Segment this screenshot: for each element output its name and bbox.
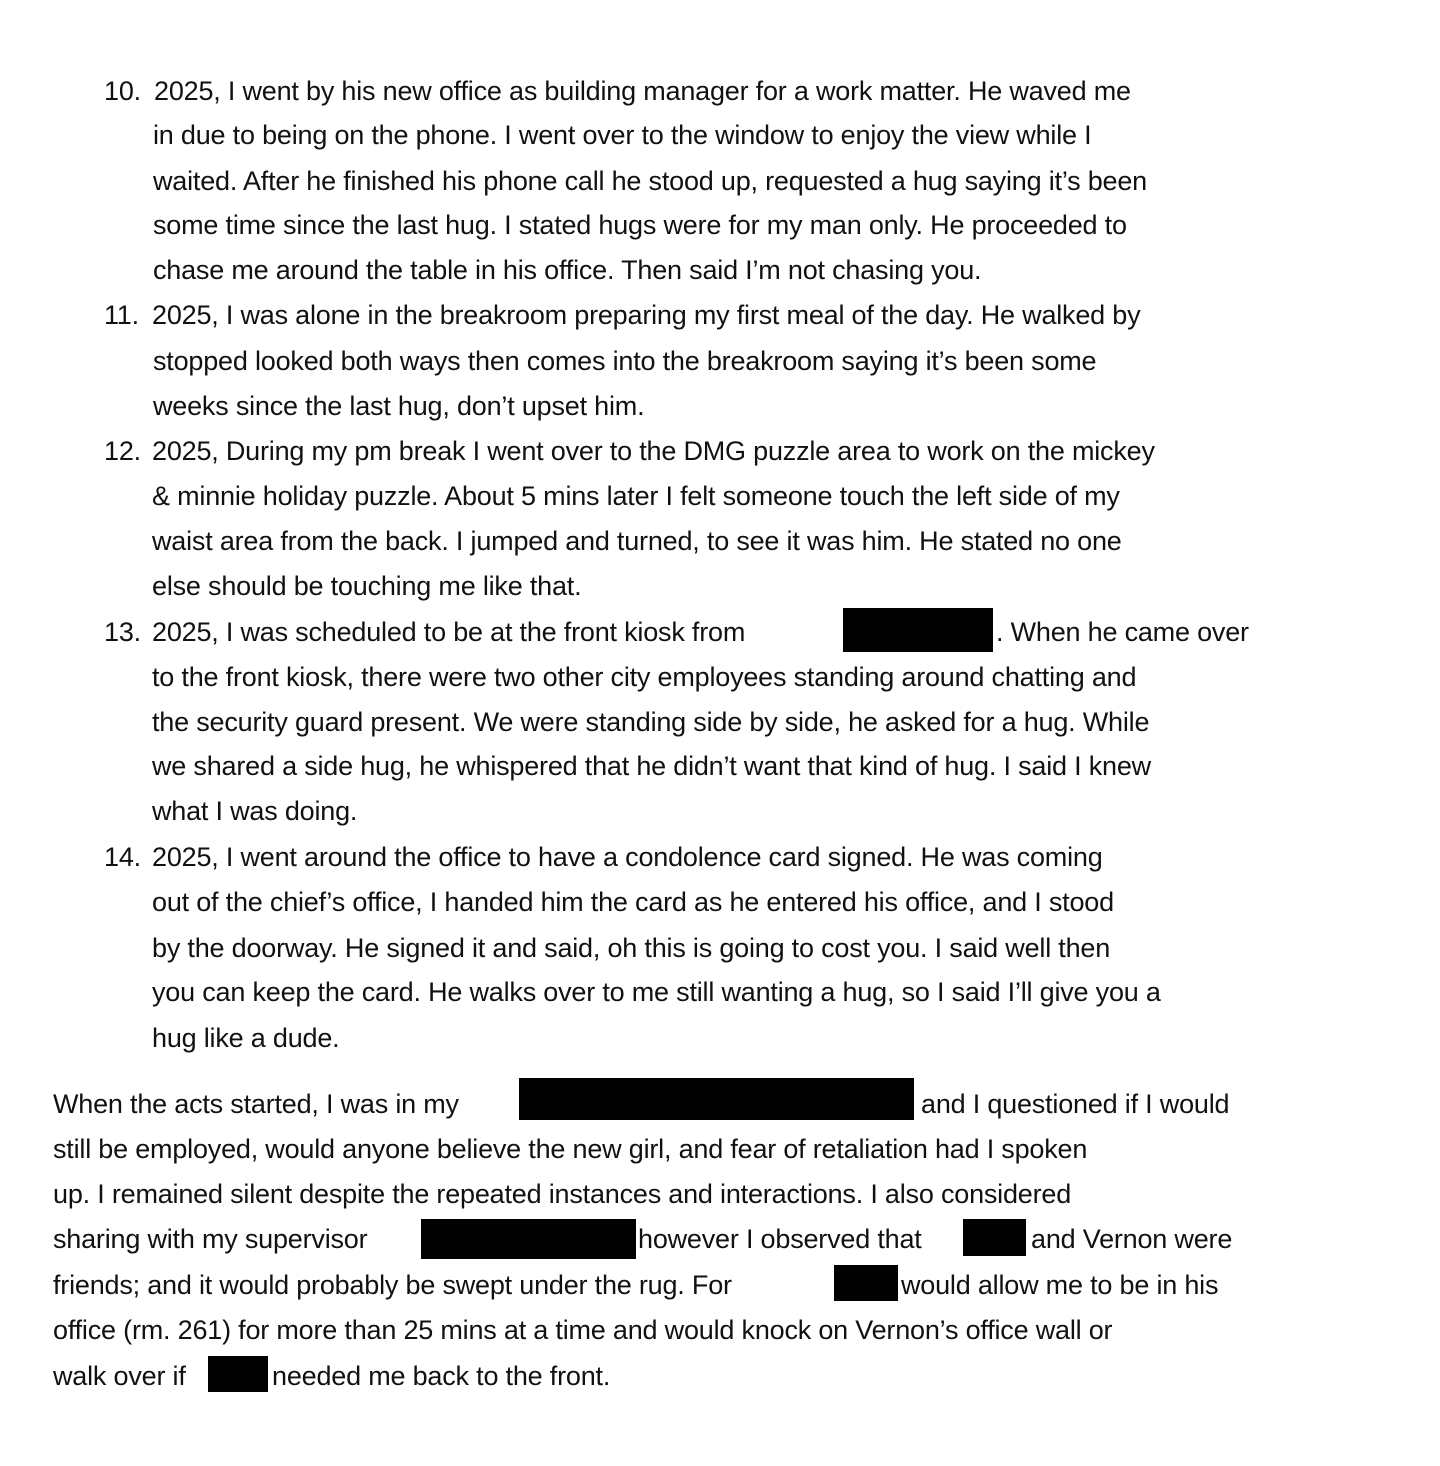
list-item-text: 2025, During my pm break I went over to the DMG puzzle area to work on the mickey (152, 436, 1155, 466)
list-number: 11. (104, 300, 139, 330)
list-number: 14. (104, 842, 141, 872)
list-item-13-line-3: the security guard present. We were standing side by side, he asked for a hug. While (152, 707, 1150, 737)
list-item-12-line-3: waist area from the back. I jumped and turned, to see it was him. He stated no one (152, 526, 1122, 556)
list-item-12-line-1 (104, 434, 1155, 468)
list-item-11-line-3: weeks since the last hug, don’t upset him. (153, 391, 645, 421)
list-number: 10. (104, 76, 141, 106)
list-item-11-line-2: stopped looked both ways then comes into the breakroom saying it’s been some (153, 346, 1097, 376)
paragraph-line-4c: and Vernon were (1031, 1224, 1233, 1254)
redaction-bar (421, 1219, 636, 1259)
redaction-bar (834, 1265, 898, 1301)
list-item-13-line-2: to the front kiosk, there were two other city employees standing around chatting and (152, 662, 1137, 692)
list-item-10-line-5: chase me around the table in his office. Then said I’m not chasing you. (153, 255, 982, 285)
list-number: 12. (104, 436, 141, 466)
list-item-11-line-1 (104, 298, 1140, 332)
list-number: 13. (104, 617, 141, 647)
list-item-14-line-3: by the doorway. He signed it and said, oh this is going to cost you. I said well then (152, 933, 1111, 963)
list-item-text: 2025, I went around the office to have a condolence card signed. He was coming (152, 842, 1103, 872)
list-item-text: 2025, I was alone in the breakroom preparing my first meal of the day. He walked by (152, 300, 1141, 330)
redaction-bar (208, 1356, 268, 1392)
list-item-14-line-5: hug like a dude. (152, 1023, 340, 1053)
list-item-13-line-1 (104, 615, 745, 649)
paragraph-line-5a: friends; and it would probably be swept under the rug. For (53, 1270, 732, 1300)
list-item-13-line-1-end: . When he came over (996, 617, 1249, 647)
paragraph-line-1b: and I questioned if I would (921, 1089, 1230, 1119)
list-item-10-line-2: in due to being on the phone. I went over to the window to enjoy the view while I (153, 120, 1092, 150)
list-item-10-line-1 (104, 74, 1131, 108)
list-item-13-line-5: what I was doing. (152, 796, 358, 826)
paragraph-line-5b: would allow me to be in his (901, 1270, 1219, 1300)
paragraph-line-7a: walk over if (53, 1361, 186, 1391)
paragraph-line-1a: When the acts started, I was in my (53, 1089, 459, 1119)
list-item-14-line-2: out of the chief’s office, I handed him the card as he entered his office, and I stood (152, 887, 1114, 917)
list-item-14-line-4: you can keep the card. He walks over to me still wanting a hug, so I said I’ll give you a (152, 977, 1161, 1007)
paragraph-line-3: up. I remained silent despite the repeated instances and interactions. I also considered (53, 1179, 1072, 1209)
paragraph-line-6: office (rm. 261) for more than 25 mins at a time and would knock on Vernon’s office wall or (53, 1315, 1113, 1345)
list-item-text: 2025, I went by his new office as building manager for a work matter. He waved me (154, 76, 1131, 106)
list-item-12-line-4: else should be touching me like that. (152, 571, 582, 601)
redaction-bar (963, 1219, 1026, 1256)
list-item-10-line-3: waited. After he finished his phone call he stood up, requested a hug saying it’s been (153, 166, 1147, 196)
list-item-12-line-2: & minnie holiday puzzle. About 5 mins later I felt someone touch the left side of my (152, 481, 1120, 511)
paragraph-line-4a: sharing with my supervisor (53, 1224, 368, 1254)
paragraph-line-4b: however I observed that (638, 1224, 922, 1254)
list-item-text: 2025, I was scheduled to be at the front kiosk from (152, 617, 746, 647)
redaction-bar (843, 608, 993, 652)
paragraph-line-7b: needed me back to the front. (272, 1361, 611, 1391)
list-item-10-line-4: some time since the last hug. I stated hugs were for my man only. He proceeded to (153, 210, 1127, 240)
redaction-bar (519, 1078, 914, 1120)
list-item-13-line-4: we shared a side hug, he whispered that he didn’t want that kind of hug. I said I knew (152, 751, 1151, 781)
paragraph-line-2: still be employed, would anyone believe the new girl, and fear of retaliation had I spoken (53, 1134, 1088, 1164)
list-item-14-line-1 (104, 840, 1103, 874)
